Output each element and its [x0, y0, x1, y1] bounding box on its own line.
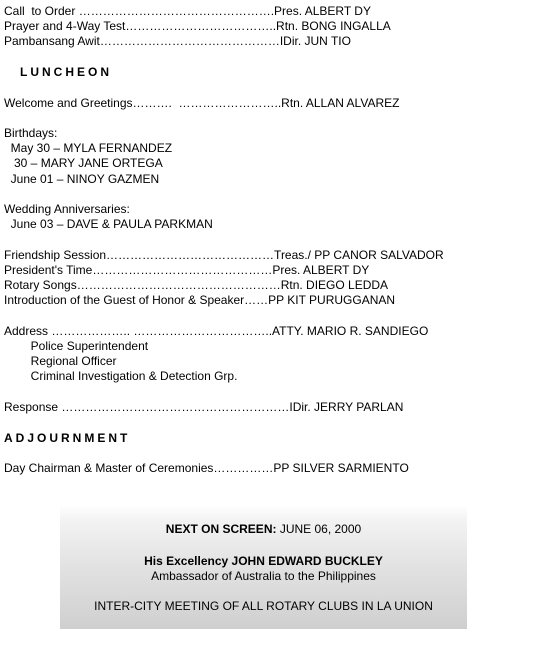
program-item-call-to-order: Call to Order ………………………………………….Pres. ALBERT DY	[4, 4, 371, 18]
anniversaries-label: Wedding Anniversaries:	[4, 202, 130, 216]
program-item-friendship: Friendship Session……………………………………Treas./ PP CANOR SALVADOR	[4, 248, 444, 262]
adjournment-heading: ADJOURNMENT	[4, 431, 131, 445]
birthday-entry: June 01 – NINOY GAZMEN	[4, 172, 160, 186]
program-item-day-chairman: Day Chairman & Master of Ceremonies……………PP SILVER SARMIENTO	[4, 461, 409, 475]
program-item-rotary-songs: Rotary Songs……………………………………………Rtn. DIEGO LEDDA	[4, 278, 389, 292]
next-on-screen-line	[60, 522, 467, 537]
birthday-entry: 30 – MARY JANE ORTEGA	[4, 156, 163, 170]
speaker-title: Police Superintendent	[4, 339, 149, 353]
program-item-presidents-time: President's Time………………………………………Pres. ALBERT DY	[4, 263, 370, 277]
program-item-prayer: Prayer and 4-Way Test………………………………..Rtn. BONG INGALLA	[4, 19, 391, 33]
anniversary-entry: June 03 – DAVE & PAULA PARKMAN	[4, 217, 213, 231]
speaker-title: Regional Officer	[4, 354, 117, 368]
guest-title: Ambassador of Australia to the Philippines	[151, 569, 376, 583]
program-item-address: Address ……………….. ……………………………..ATTY. MARIO R. SANDIEGO	[4, 324, 429, 338]
guest-name: JOHN EDWARD BUCKLEY	[231, 554, 383, 568]
speaker-title: Criminal Investigation & Detection Grp.	[4, 369, 238, 383]
luncheon-heading: LUNCHEON	[20, 65, 112, 79]
program-item-welcome: Welcome and Greetings………. ……………………..Rtn. ALLAN ALVAREZ	[4, 96, 400, 110]
birthday-entry: May 30 – MYLA FERNANDEZ	[4, 141, 173, 155]
program-item-introduction: Introduction of the Guest of Honor & Speaker……PP KIT PURUGGANAN	[4, 293, 396, 307]
birthdays-label: Birthdays:	[4, 126, 58, 140]
program-item-response: Response …………………………………………………IDir. JERRY PARLAN	[4, 400, 404, 414]
guest-line	[60, 554, 467, 569]
next-on-screen-label: NEXT ON SCREEN:	[165, 522, 277, 536]
guest-prefix: His Excellency	[144, 554, 232, 568]
event-title: INTER-CITY MEETING OF ALL ROTARY CLUBS IN LA UNION	[94, 599, 433, 613]
program-item-anthem: Pambansang Awit………………………………………IDir. JUN TIO	[4, 34, 351, 48]
next-on-screen-panel	[60, 505, 467, 629]
next-on-screen-date: JUNE 06, 2000	[276, 522, 362, 536]
